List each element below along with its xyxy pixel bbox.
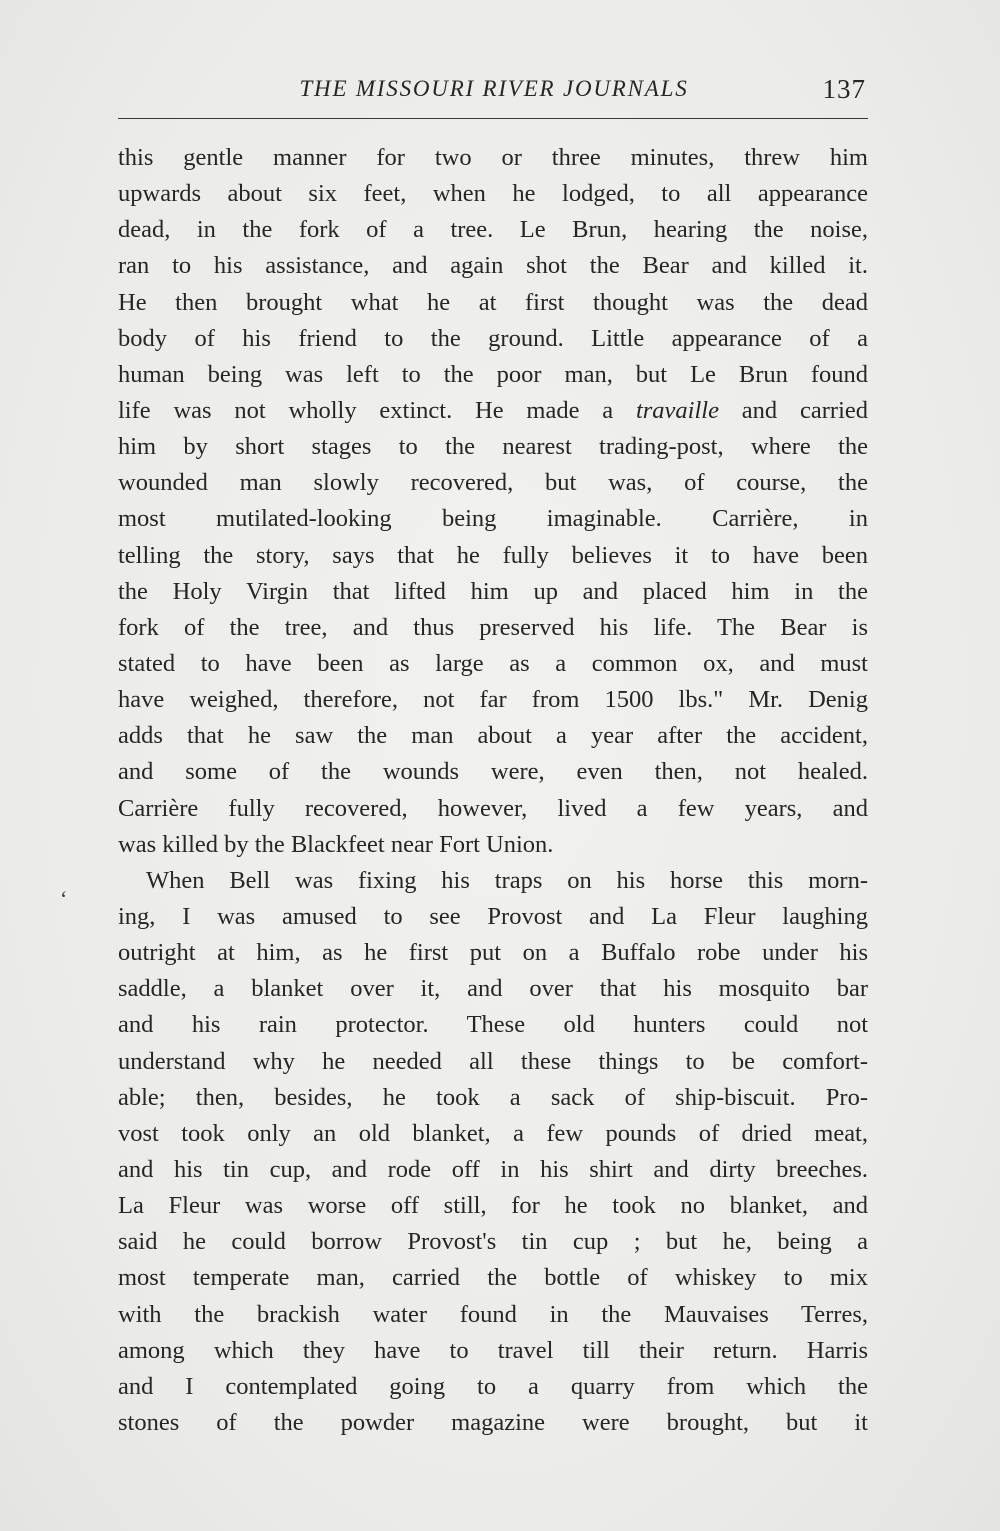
text-line: saddle, a blanket over it, and over that his mosquito bar: [118, 975, 868, 1003]
text-segment: and carried: [718, 396, 868, 424]
text-line: and his rain protector. These old hunters could not: [118, 1011, 868, 1039]
text-line: wounded man slowly recovered, but was, of course, the: [118, 469, 868, 497]
italic-term: travaille: [635, 396, 719, 424]
text-line: human being was left to the poor man, but Le Brun found: [118, 360, 868, 388]
text-line-paragraph-start: When Bell was fixing his traps on his horse this morn-: [146, 866, 868, 894]
text-line: fork of the tree, and thus preserved his life. The Bear is: [118, 613, 868, 641]
text-line: the Holy Virgin that lifted him up and placed him in the: [118, 577, 868, 605]
text-line: stated to have been as large as a common ox, and must: [118, 649, 868, 677]
text-line: said he could borrow Provost's tin cup ; but he, being a: [118, 1228, 868, 1256]
text-line: He then brought what he at first thought was the dead: [118, 288, 868, 316]
body-text: [118, 140, 868, 1441]
text-line: Carrière fully recovered, however, lived a few years, and: [118, 794, 868, 822]
running-head: [118, 72, 870, 108]
text-line: him by short stages to the nearest trading-post, where the: [118, 433, 868, 461]
text-line: La Fleur was worse off still, for he took no blanket, and: [118, 1192, 868, 1220]
margin-mark: ‘: [60, 886, 68, 911]
text-line: and I contemplated going to a quarry from which the: [118, 1372, 868, 1400]
text-line: understand why he needed all these things to be comfort-: [118, 1047, 868, 1075]
text-line: upwards about six feet, when he lodged, to all appearance: [118, 180, 868, 208]
text-line: and his tin cup, and rode off in his shirt and dirty breeches.: [118, 1155, 868, 1183]
text-segment: life was not wholly extinct. He made a: [118, 396, 636, 424]
text-line: have weighed, therefore, not far from 1500 lbs." Mr. Denig: [118, 686, 868, 714]
text-line: and some of the wounds were, even then, not healed.: [118, 758, 868, 786]
text-line: outright at him, as he first put on a Buffalo robe under his: [118, 939, 868, 967]
text-line-paragraph-end: was killed by the Blackfeet near Fort Union.: [118, 830, 554, 858]
text-line: among which they have to travel till their return. Harris: [118, 1336, 868, 1364]
text-line: vost took only an old blanket, a few pounds of dried meat,: [118, 1119, 868, 1147]
text-line: most mutilated-looking being imaginable. Carrière, in: [118, 505, 868, 533]
text-line-with-italic: [118, 393, 868, 429]
text-line: dead, in the fork of a tree. Le Brun, hearing the noise,: [118, 216, 868, 244]
text-line: stones of the powder magazine were brought, but it: [118, 1408, 868, 1436]
text-line: this gentle manner for two or three minutes, threw him: [118, 144, 868, 171]
running-title: THE MISSOURI RIVER JOURNALS: [299, 76, 689, 101]
text-line: with the brackish water found in the Mauvaises Terres,: [118, 1300, 868, 1328]
text-line: adds that he saw the man about a year after the accident,: [118, 722, 868, 750]
page-number: 137: [822, 74, 866, 104]
text-line: most temperate man, carried the bottle of whiskey to mix: [118, 1264, 868, 1292]
text-line: telling the story, says that he fully believes it to have been: [118, 541, 868, 569]
text-line: ing, I was amused to see Provost and La Fleur laughing: [118, 902, 868, 930]
header-rule: [118, 118, 868, 119]
text-line: body of his friend to the ground. Little appearance of a: [118, 324, 868, 352]
text-line: able; then, besides, he took a sack of ship-biscuit. Pro-: [118, 1083, 868, 1111]
text-line: ran to his assistance, and again shot the Bear and killed it.: [118, 252, 868, 280]
